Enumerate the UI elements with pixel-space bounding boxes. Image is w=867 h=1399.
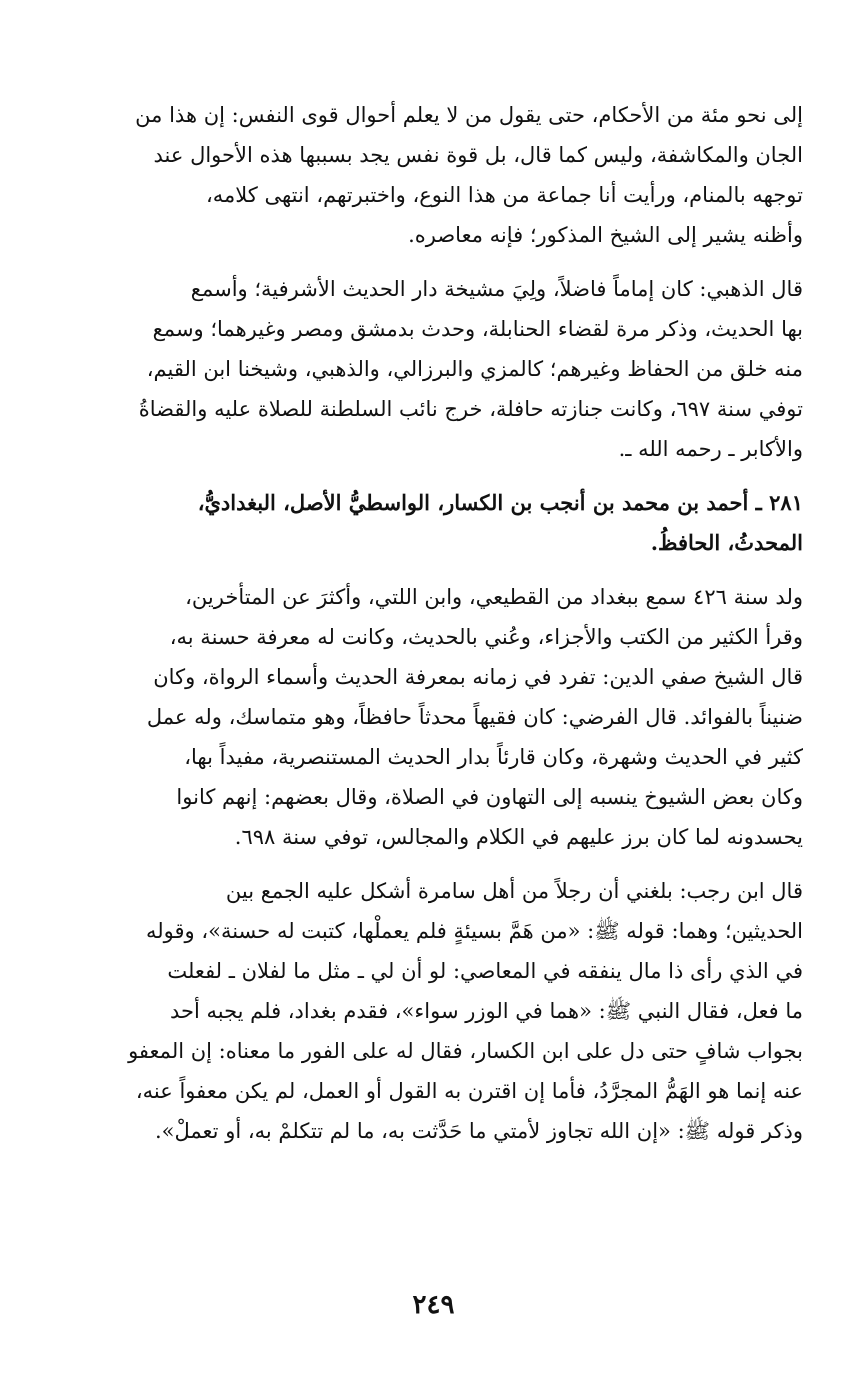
text-line: وذكر قوله ﷺ: «إن الله تجاوز لأمتي ما حَدَّثت به، ما لم تتكلمْ به، أو تعملْ».	[154, 1119, 803, 1143]
paragraph-biography	[64, 577, 803, 857]
page-number: ٢٤٩	[412, 1290, 455, 1320]
text-line: بجواب شافٍ حتى دل على ابن الكسار، فقال له على الفور ما معناه: إن المعفو	[128, 1039, 803, 1063]
text-line: الجان والمكاشفة، وليس كما قال، بل قوة نفس يجد بسببها هذه الأحوال عند	[153, 143, 803, 167]
paragraph-dhahabi	[64, 269, 803, 469]
text-line: وأظنه يشير إلى الشيخ المذكور؛ فإنه معاصره.	[408, 223, 803, 247]
text-line: بها الحديث، وذكر مرة لقضاء الحنابلة، وحدث بدمشق ومصر وغيرهما؛ وسمع	[152, 317, 803, 341]
text-line: الحديثين؛ وهما: قوله ﷺ: «من هَمَّ بسيئةٍ فلم يعملْها، كتبت له حسنة»، وقوله	[145, 919, 803, 943]
entry-heading-281	[64, 483, 803, 563]
paragraph-gap	[64, 563, 803, 577]
text-line: ما فعل، فقال النبي ﷺ: «هما في الوزر سواء»، فقدم بغداد، فلم يجبه أحد	[169, 999, 803, 1023]
text-line: منه خلق من الحفاظ وغيرهم؛ كالمزي والبرزالي، والذهبي، وشيخنا ابن القيم،	[146, 357, 803, 381]
paragraph-continuation	[64, 95, 803, 255]
text-line: ولد سنة ٤٢٦ سمع ببغداد من القطيعي، وابن اللتي، وأكثرَ عن المتأخرين،	[185, 585, 803, 609]
text-line: وقرأ الكثير من الكتب والأجزاء، وعُني بالحديث، وكانت له معرفة حسنة به،	[169, 625, 803, 649]
paragraph-gap	[64, 857, 803, 871]
text-line: ضنيناً بالفوائد. قال الفرضي: كان فقيهاً محدثاً حافظاً، وهو متماسك، وله عمل	[146, 705, 803, 729]
text-line: قال ابن رجب: بلغني أن رجلاً من أهل سامرة أشكل عليه الجمع بين	[225, 879, 803, 903]
text-line: والأكابر ـ رحمه الله ـ.	[618, 437, 803, 461]
text-line: توجهه بالمنام، ورأيت أنا جماعة من هذا النوع، واختبرتهم، انتهى كلامه،	[205, 183, 803, 207]
text-line: كثير في الحديث وشهرة، وكان قارئاً بدار الحديث المستنصرية، مفيداً بها،	[184, 745, 803, 769]
paragraph-gap	[64, 469, 803, 483]
text-line: قال الذهبي: كان إماماً فاضلاً، ولِيَ مشيخة دار الحديث الأشرفية؛ وأسمع	[190, 277, 803, 301]
text-line: قال الشيخ صفي الدين: تفرد في زمانه بمعرفة الحديث وأسماء الرواة، وكان	[153, 665, 803, 689]
paragraph-gap	[64, 255, 803, 269]
text-line: في الذي رأى ذا مال ينفقه في المعاصي: لو أن لي ـ مثل ما لفلان ـ لفعلت	[167, 959, 803, 983]
text-line: توفي سنة ٦٩٧، وكانت جنازته حافلة، خرج نائب السلطنة للصلاة عليه والقضاةُ	[138, 397, 803, 421]
text-line: يحسدونه لما كان برز عليهم في الكلام والمجالس، توفي سنة ٦٩٨.	[234, 825, 803, 849]
text-line: عنه إنما هو الهَمُّ المجرَّدُ، فأما إن اقترن به القول أو العمل، لم يكن معفواً عنه،	[135, 1079, 803, 1103]
heading-line: ٢٨١ ـ أحمد بن محمد بن أنجب بن الكسار، الواسطيُّ الأصل، البغداديُّ،	[197, 490, 803, 515]
heading-line: المحدثُ، الحافظُ.	[650, 530, 803, 555]
text-line: وكان بعض الشيوخ ينسبه إلى التهاون في الصلاة، وقال بعضهم: إنهم كانوا	[176, 785, 803, 809]
text-line: إلى نحو مئة من الأحكام، حتى يقول من لا يعلم أحوال قوى النفس: إن هذا من	[135, 103, 803, 127]
paragraph-ibn-rajab	[64, 871, 803, 1151]
